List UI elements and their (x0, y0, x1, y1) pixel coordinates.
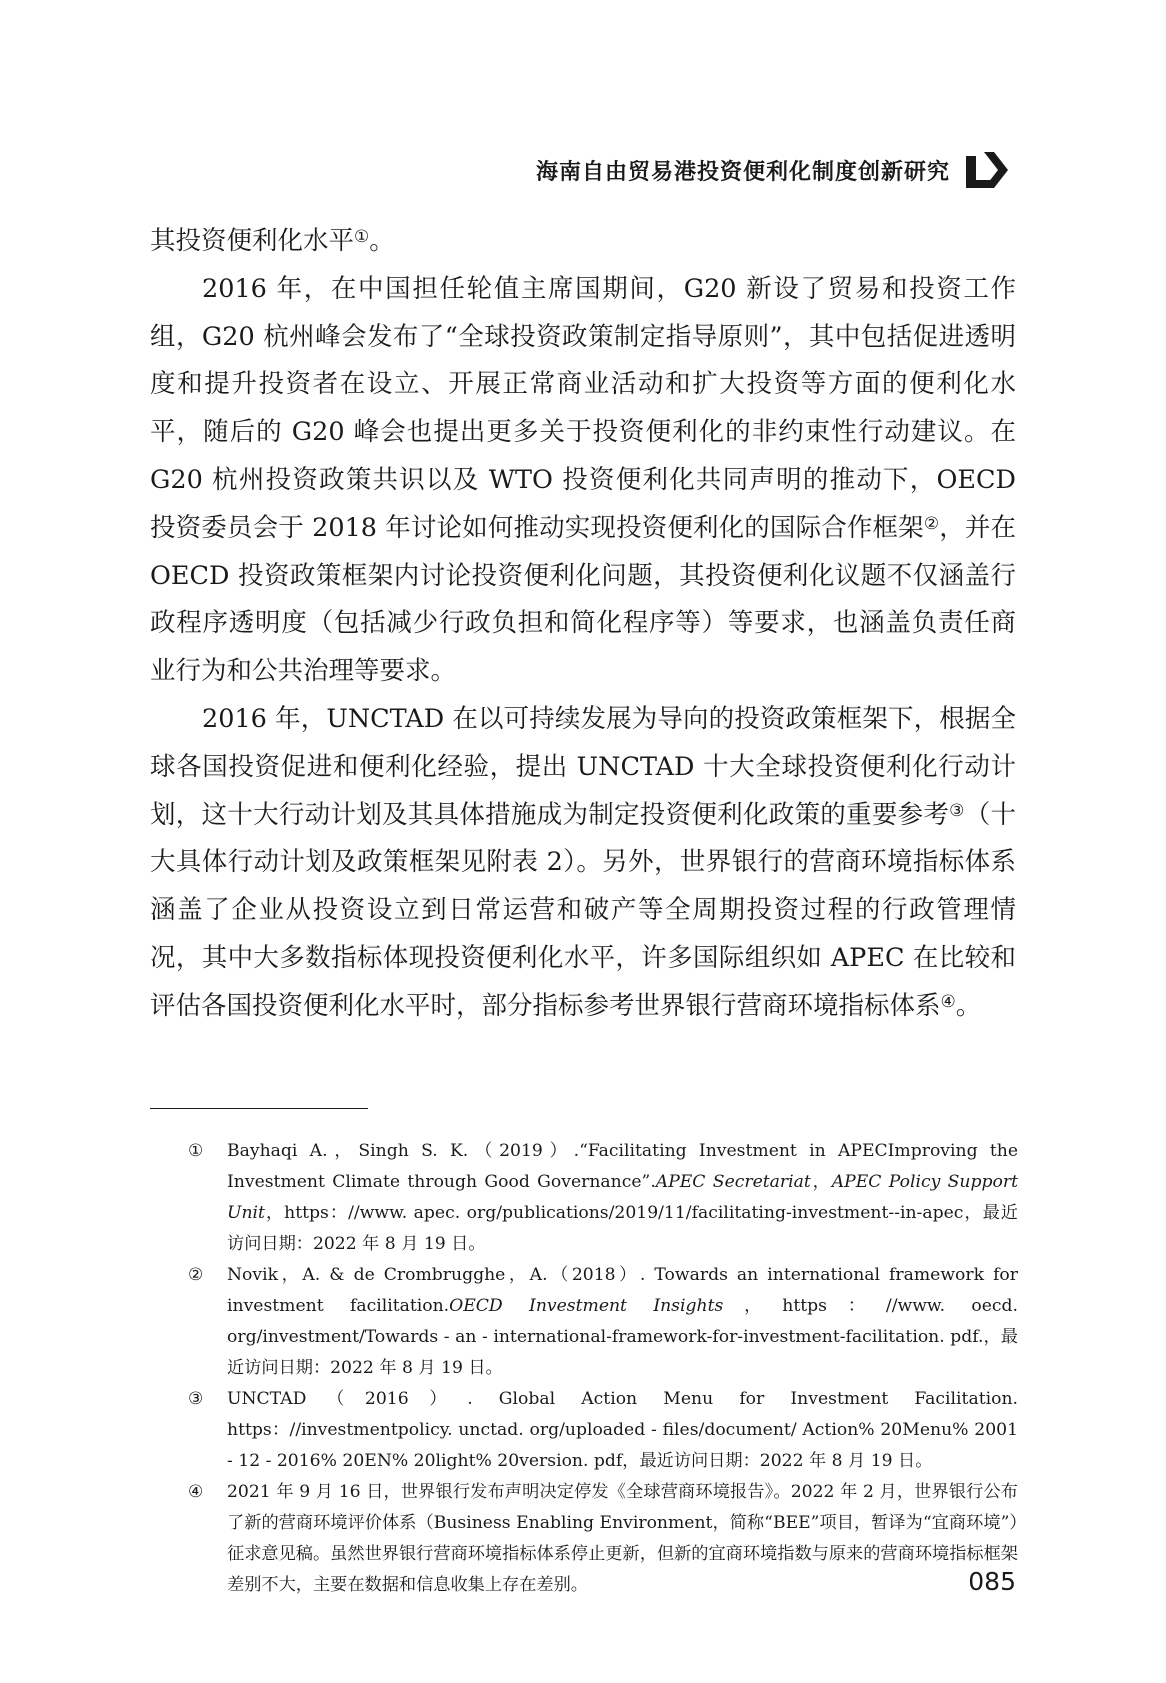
paragraph-text: 2016 年，在中国担任轮值主席国期间，G20 新设了贸易和投资工作组，G20 杭州峰会发布了“全球投资政策制定指导原则”，其中包括促进透明度和提升投资者在设立、开展正常商业活动和扩大投资等方面的便利化水平，随后的 G20 峰会也提出更多关于投资便利化的非约束性行动建议。在 G20 杭州投资政策共识以及 WTO 投资便利化共同声明的推动下，OECD 投资委员会于 2018 年讨论如何推动实现投资便利化的国际合作框架 (150, 273, 1016, 543)
paragraph-text: 其投资便利化水平 (150, 226, 355, 256)
footnote-text: UNCTAD（2016）. Global Action Menu for Investment Facilitation. https：//investmentpolicy. unctad. org/uploaded - files/document/ Action% 20Menu% 2001 - 12 - 2016% 20EN% 20light% 20version. pdf，最近访问日期：2022 年 8 月 19 日。 (227, 1389, 1018, 1471)
paragraph (150, 696, 1016, 1031)
footnote (188, 1384, 1018, 1477)
page-number: 085 (968, 1567, 1016, 1596)
paragraph (150, 218, 1016, 266)
footnotes (188, 1136, 1018, 1601)
paragraph-text: （十大具体行动计划及政策框架见附表 2）。另外，世界银行的营商环境指标体系涵盖了企业从投资设立到日常运营和破产等全周期投资过程的行政管理情况，其中大多数指标体现投资便利化水平，许多国际组织如 APEC 在比较和评估各国投资便利化水平时，部分指标参考世界银行营商环境指标体系 (150, 799, 1016, 1021)
footnote-ref: ① (354, 227, 370, 247)
footnote-number: ③ (188, 1389, 204, 1409)
footnote-number: ① (188, 1141, 204, 1161)
footnote-ref: ④ (940, 991, 956, 1012)
paragraph-text: ，并在 OECD 投资政策框架内讨论投资便利化问题，其投资便利化议题不仅涵盖行政程序透明度（包括减少行政负担和简化程序等）等要求，也涵盖负责任商业行为和公共治理等要求。 (150, 512, 1016, 687)
footnote-number: ④ (188, 1482, 204, 1502)
paragraph-text: 。 (955, 990, 982, 1021)
running-header (536, 150, 1016, 190)
main-text (150, 218, 1016, 1031)
footnote-ref: ③ (949, 800, 965, 821)
paragraph-text: 2016 年，UNCTAD 在以可持续发展为导向的投资政策框架下，根据全球各国投资促进和便利化经验，提出 UNCTAD 十大全球投资便利化行动计划，这十大行动计划及其具体措施成为制定投资便利化政策的重要参考 (150, 703, 1016, 830)
chapter-corner-mark-icon (964, 150, 1016, 190)
paragraph-text: 。 (369, 226, 395, 256)
footnote (188, 1477, 1018, 1601)
paragraph (150, 266, 1016, 696)
footnote (188, 1260, 1018, 1384)
footnote-ref: ② (923, 513, 940, 534)
footnote-text: Bayhaqi A.，Singh S. K.（2019）.“Facilitating Investment in APECImproving the Investment Climate through Good Governance”.APEC Secretariat，APEC Policy Support Unit，https：//www. apec. org/publications/2019/11/facilitating-investment--in-apec，最近访问日期：2022 年 8 月 19 日。 (227, 1141, 1018, 1254)
footnote-text: 2021 年 9 月 16 日，世界银行发布声明决定停发《全球营商环境报告》。2022 年 2 月，世界银行公布了新的营商环境评价体系（Business Enabling Environment，简称“BEE”项目，暂译为“宜商环境”）征求意见稿。虽然世界银行营商环境指标体系停止更新，但新的宜商环境指数与原来的营商环境指标框架差别不大，主要在数据和信息收集上存在差别。 (227, 1482, 1018, 1595)
running-header-title: 海南自由贸易港投资便利化制度创新研究 (535, 159, 950, 185)
footnote-separator (150, 1108, 368, 1109)
footnote (188, 1136, 1018, 1260)
footnote-text: Novik，A. & de Crombrugghe，A.（2018）. Towards an international framework for investment facilitation.OECD Investment Insights，https：//www. oecd. org/investment/Towards - an - international-framework-for-investment-facilitation. pdf.，最近访问日期：2022 年 8 月 19 日。 (227, 1265, 1019, 1378)
footnote-number: ② (188, 1265, 204, 1285)
